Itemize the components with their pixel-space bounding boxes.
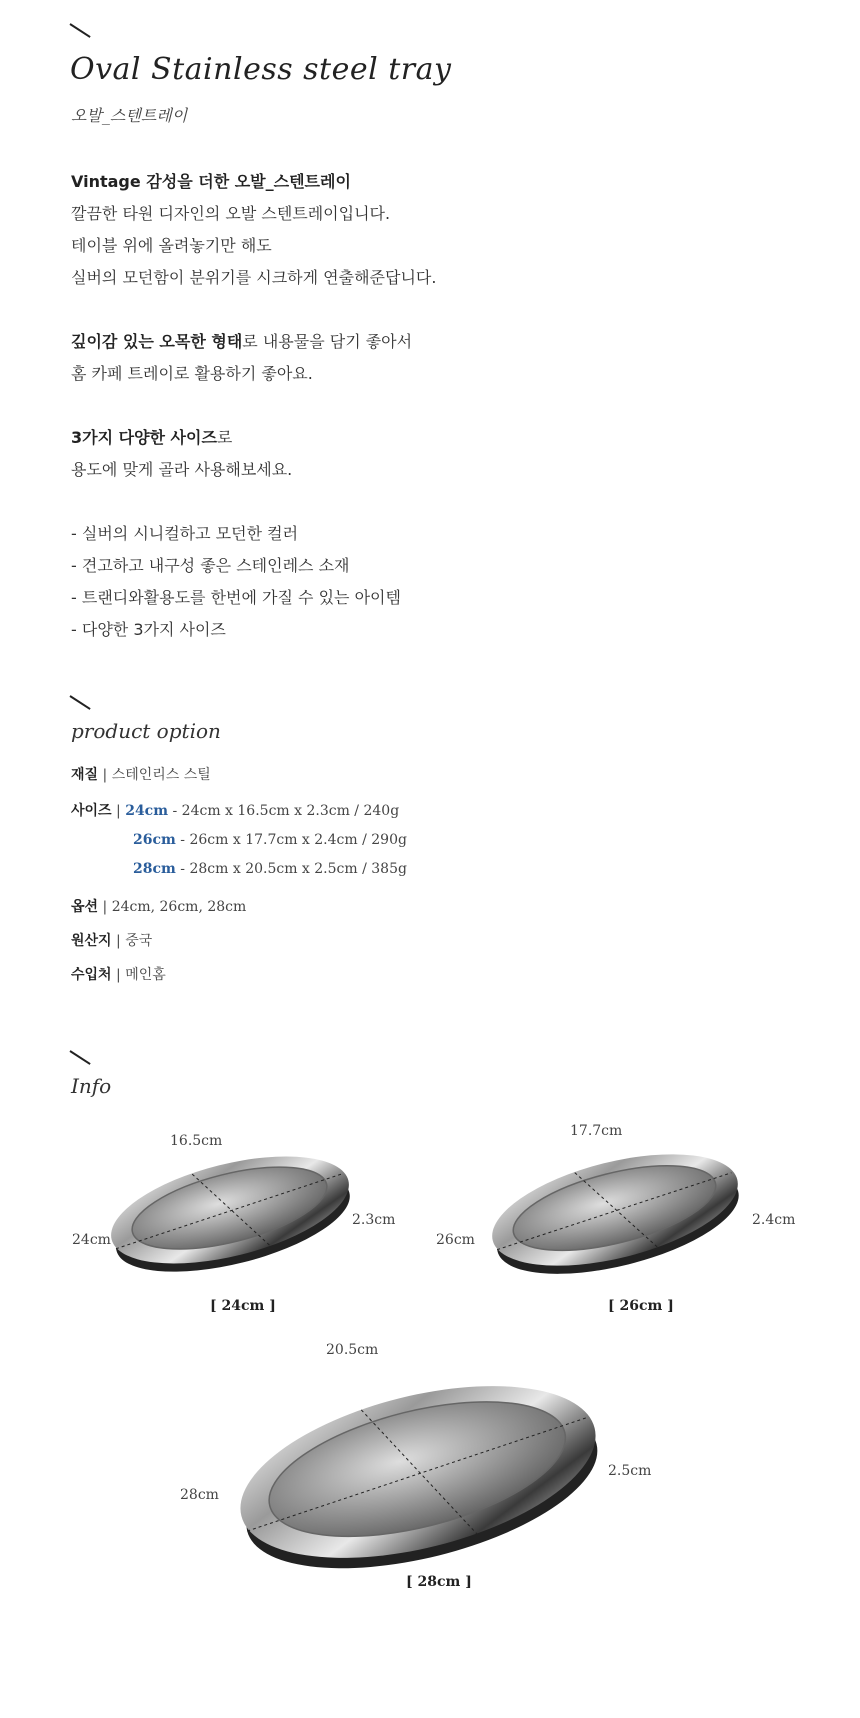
tray-caption: [ 28cm ]	[406, 1574, 472, 1590]
option-value: 중국	[125, 933, 153, 949]
feature-bullet: - 견고하고 내구성 좋은 스테인레스 소재	[71, 556, 350, 575]
intro-line	[71, 172, 351, 192]
page-subtitle: 오발_스텐트레이	[71, 106, 188, 125]
intro-line-text: 홈 카페 트레이로 활용하기 좋아요.	[71, 364, 313, 383]
intro-line	[71, 268, 436, 288]
intro-line-bold: 3가지 다양한 사이즈	[71, 428, 217, 447]
intro-line	[71, 332, 412, 352]
tray-height-label: 2.3cm	[352, 1212, 396, 1228]
option-size-row	[133, 860, 407, 878]
intro-line	[71, 364, 313, 384]
option-section-title: product option	[71, 719, 221, 743]
intro-line-text: 깔끔한 타원 디자인의 오발 스텐트레이입니다.	[71, 204, 391, 223]
tray-height-label: 2.4cm	[752, 1212, 796, 1228]
option-separator: |	[116, 933, 121, 949]
option-label: 사이즈	[71, 803, 112, 819]
option-value: 스테인리스 스틸	[111, 767, 211, 783]
size-name: 24cm	[125, 803, 169, 819]
option-separator: |	[116, 803, 121, 819]
option-size-row	[71, 802, 399, 820]
tray-caption: [ 26cm ]	[608, 1298, 674, 1314]
tray-length-label: 28cm	[180, 1487, 219, 1503]
slash-decoration-icon	[69, 1050, 90, 1065]
intro-line-bold: 깊이감 있는 오목한 형태	[71, 332, 243, 351]
option-label: 수입처	[71, 967, 112, 983]
page-title: Oval Stainless steel tray	[70, 52, 452, 87]
slash-decoration-icon	[69, 695, 90, 710]
option-separator: |	[116, 967, 121, 983]
size-name: 26cm	[133, 832, 176, 848]
option-material-row	[71, 766, 211, 784]
option-label: 원산지	[71, 933, 112, 949]
tray-width-label: 16.5cm	[170, 1133, 223, 1149]
option-value: 메인홈	[125, 967, 166, 983]
option-label: 재질	[71, 767, 99, 783]
size-name: 28cm	[133, 861, 176, 877]
slash-decoration-icon	[69, 23, 90, 38]
option-value: 24cm, 26cm, 28cm	[111, 899, 247, 915]
size-spec: - 26cm x 17.7cm x 2.4cm / 290g	[180, 832, 407, 848]
info-section-title: Info	[71, 1074, 112, 1098]
tray-width-label: 20.5cm	[326, 1342, 379, 1358]
feature-bullet: - 다양한 3가지 사이즈	[71, 620, 226, 639]
intro-line	[71, 428, 232, 448]
intro-line-text: 로 내용물을 담기 좋아서	[242, 332, 413, 351]
tray-28cm-image	[223, 1354, 615, 1599]
tray-24cm-image	[100, 1136, 361, 1292]
tray-height-label: 2.5cm	[608, 1463, 652, 1479]
intro-line	[71, 204, 390, 224]
tray-length-label: 26cm	[436, 1232, 475, 1248]
intro-line	[71, 460, 292, 480]
size-spec: - 24cm x 16.5cm x 2.3cm / 240g	[172, 803, 400, 819]
option-option-row	[71, 898, 246, 916]
tray-length-label: 24cm	[72, 1232, 111, 1248]
feature-bullet: - 실버의 시니컬하고 모던한 컬러	[71, 524, 299, 543]
intro-line-text: 실버의 모던함이 분위기를 시크하게 연출해준답니다.	[71, 268, 437, 287]
option-size-row	[133, 831, 407, 849]
option-separator: |	[102, 767, 108, 783]
intro-line-text: 로	[216, 428, 233, 447]
tray-width-label: 17.7cm	[570, 1123, 623, 1139]
option-importer-row	[71, 966, 166, 984]
tray-26cm-image	[481, 1133, 751, 1295]
option-origin-row	[71, 932, 152, 950]
option-separator: |	[102, 899, 108, 915]
feature-bullet: - 트랜디와활용도를 한번에 가질 수 있는 아이템	[71, 588, 401, 607]
intro-line-text: 용도에 맞게 골라 사용해보세요.	[71, 460, 293, 479]
size-spec: - 28cm x 20.5cm x 2.5cm / 385g	[180, 861, 407, 877]
tray-caption: [ 24cm ]	[210, 1298, 276, 1314]
tray-illustrations	[0, 1120, 860, 1640]
intro-line-text: 테이블 위에 올려놓기만 해도	[71, 236, 272, 255]
option-label: 옵션	[71, 899, 99, 915]
intro-line-bold: Vintage 감성을 더한 오발_스텐트레이	[71, 172, 351, 191]
intro-line	[71, 236, 272, 256]
